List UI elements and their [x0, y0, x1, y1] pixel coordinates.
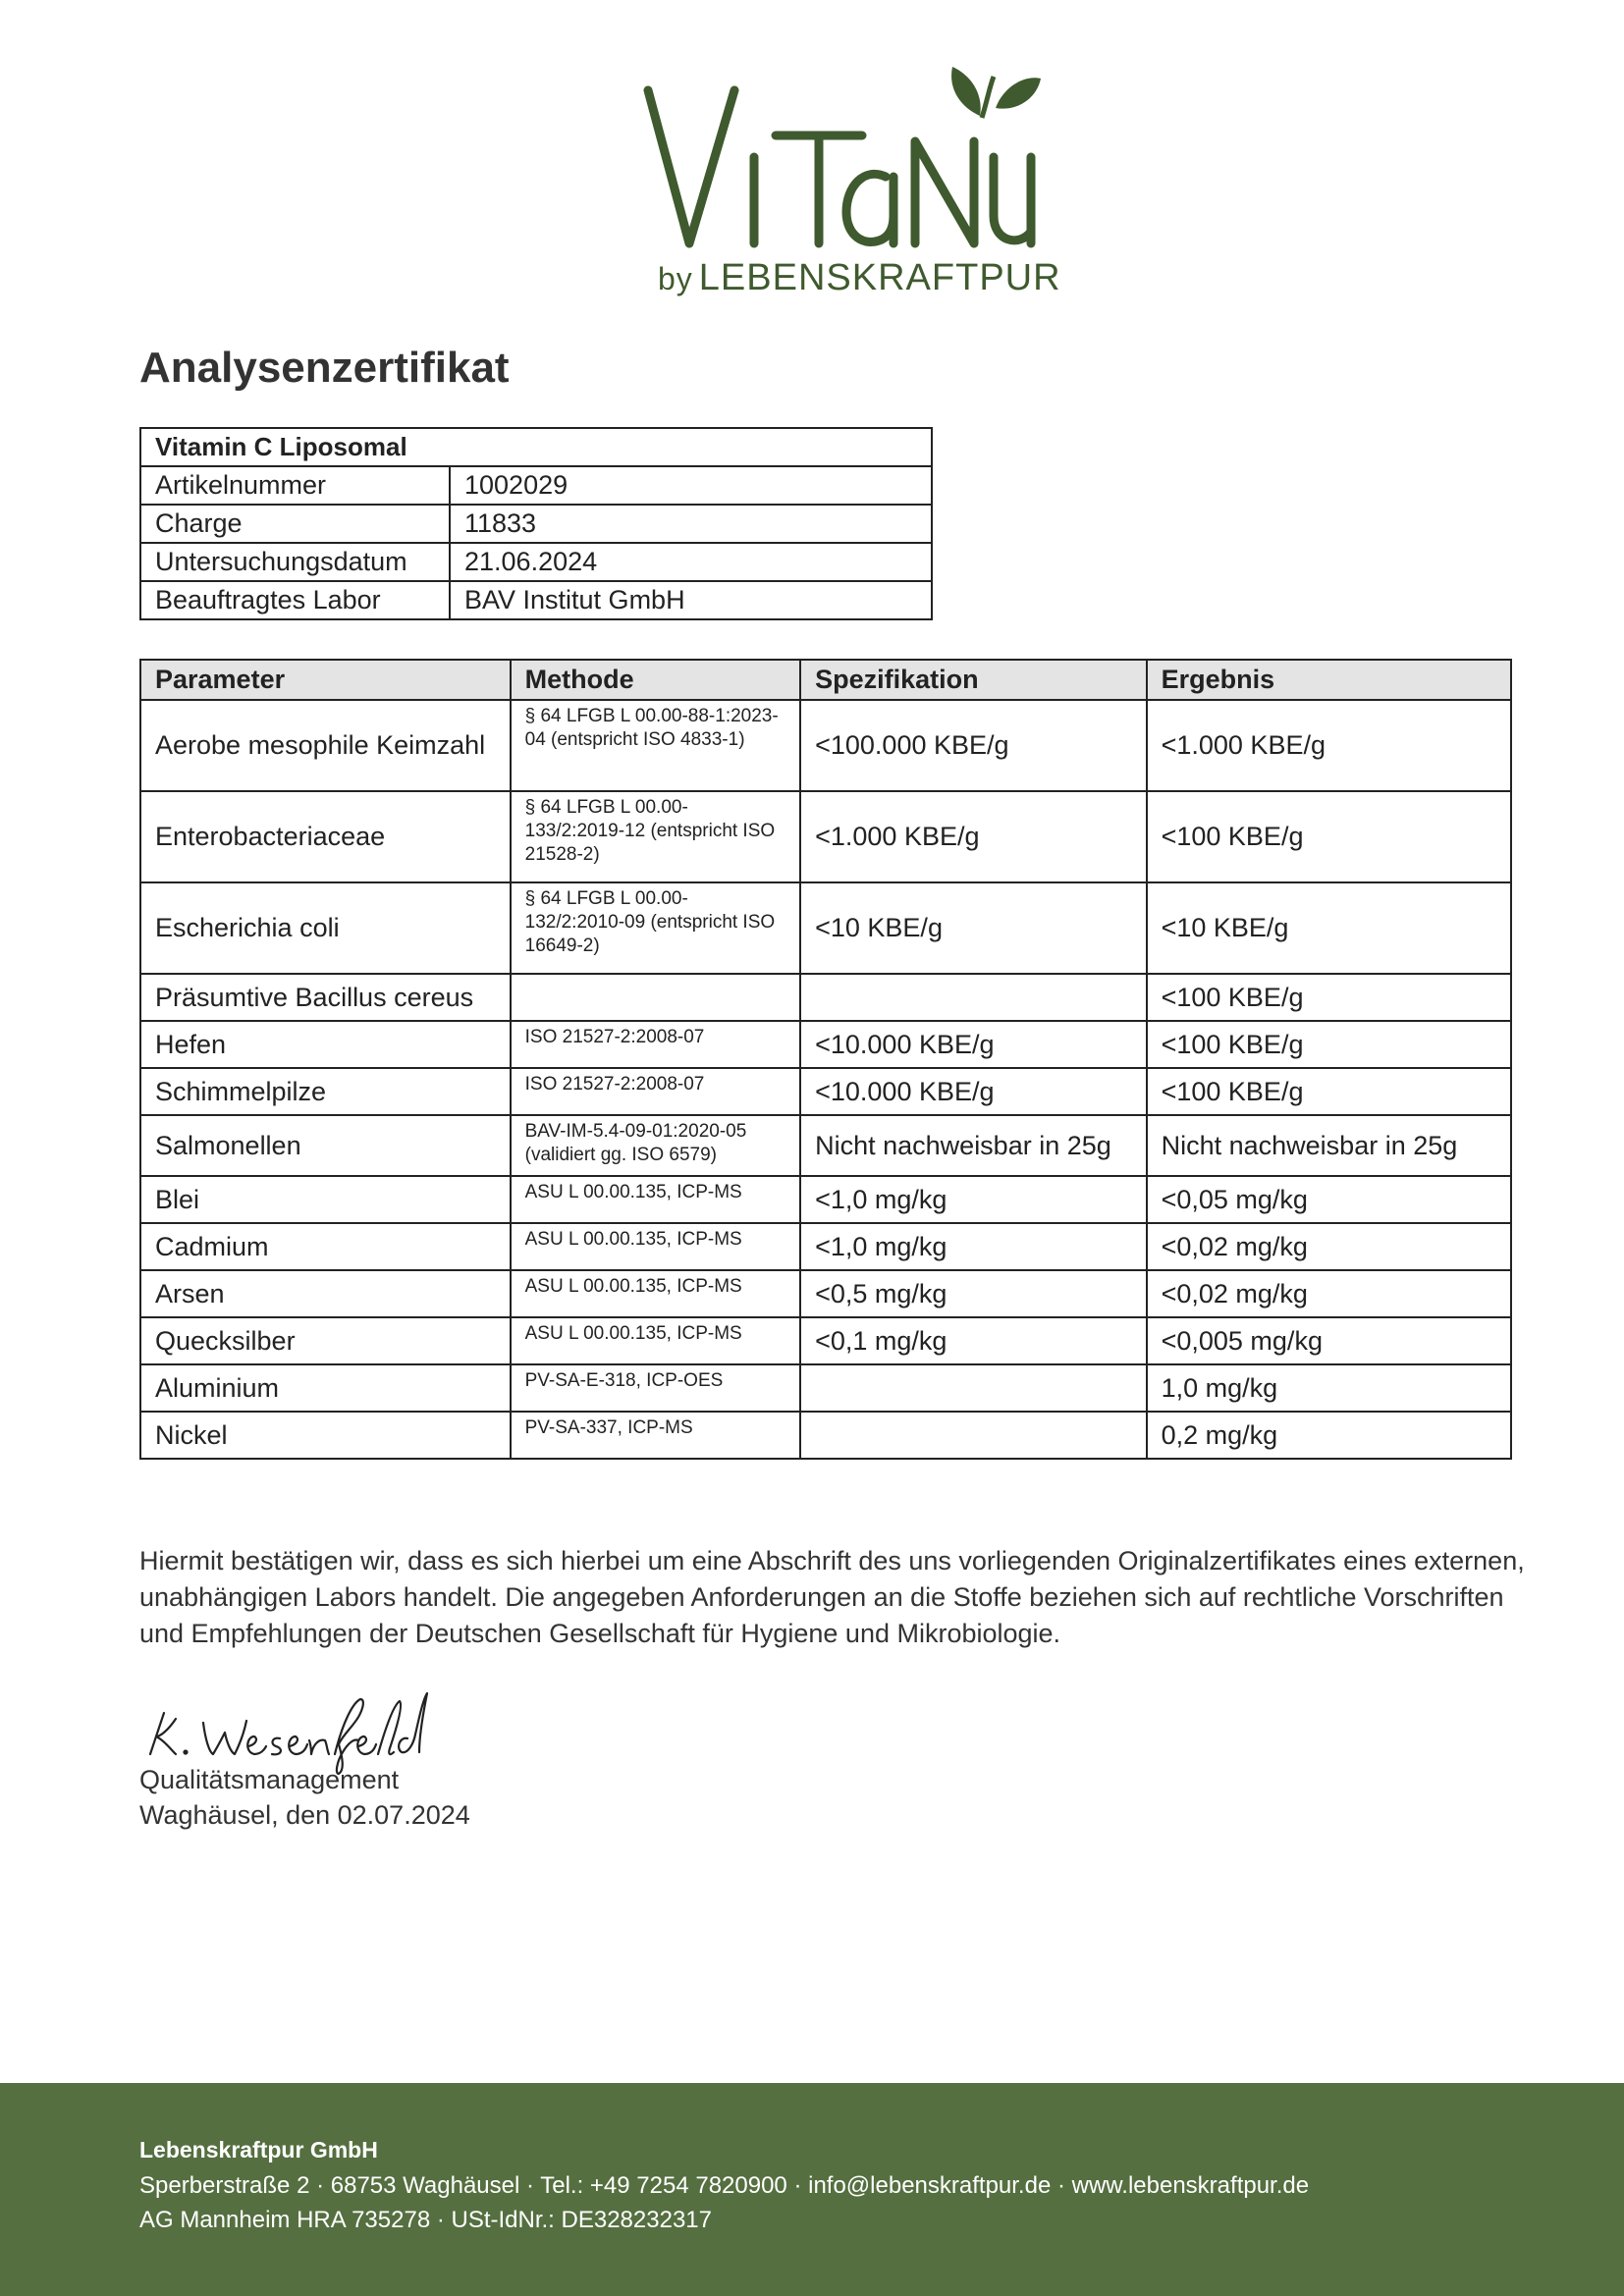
table-row: [140, 1412, 1511, 1459]
cell-result: <0,05 mg/kg: [1147, 1176, 1511, 1223]
cell-parameter: Blei: [140, 1176, 511, 1223]
info-key: Artikelnummer: [140, 466, 450, 505]
info-row: [140, 543, 932, 581]
cell-result: <1.000 KBE/g: [1147, 700, 1511, 791]
cell-spec: <10.000 KBE/g: [800, 1068, 1146, 1115]
product-info-table: [139, 427, 933, 620]
cell-method: ASU L 00.00.135, ICP-MS: [511, 1223, 800, 1270]
cell-spec: <10.000 KBE/g: [800, 1021, 1146, 1068]
table-row: [140, 1176, 1511, 1223]
table-row: [140, 974, 1511, 1021]
page-title: Analysenzertifikat: [139, 344, 510, 392]
cell-result: <10 KBE/g: [1147, 882, 1511, 974]
cell-parameter: Arsen: [140, 1270, 511, 1317]
cell-method: PV-SA-E-318, ICP-OES: [511, 1364, 800, 1412]
cell-parameter: Salmonellen: [140, 1115, 511, 1176]
cell-method: § 64 LFGB L 00.00-133/2:2019-12 (entspricht ISO 21528-2): [511, 791, 800, 882]
place-date: Waghäusel, den 02.07.2024: [139, 1800, 470, 1830]
page-footer: [0, 2083, 1624, 2296]
signature-block: [139, 1762, 470, 1833]
info-value: 1002029: [450, 466, 932, 505]
cell-spec: <0,5 mg/kg: [800, 1270, 1146, 1317]
footer-company: Lebenskraftpur GmbH: [139, 2137, 378, 2163]
cell-spec: <1,0 mg/kg: [800, 1223, 1146, 1270]
certificate-notice: Hiermit bestätigen wir, dass es sich hierbei um eine Abschrift des uns vorliegenden Originalzertifikates eines externen, unabhängigen Labors handelt. Die angegeben Anforderungen an die Stoffe beziehen sich auf rechtliche Vorschriften und Empfehlungen der Deutschen Gesellschaft für Hygiene und Mikrobiologie.: [139, 1546, 1525, 1648]
table-row: [140, 1068, 1511, 1115]
cell-parameter: Nickel: [140, 1412, 511, 1459]
cell-method: PV-SA-337, ICP-MS: [511, 1412, 800, 1459]
info-key: Untersuchungsdatum: [140, 543, 450, 581]
results-table: [139, 659, 1512, 1460]
footer-register: AG Mannheim HRA 735278 · USt-IdNr.: DE328232317: [139, 2207, 712, 2233]
table-row: [140, 1021, 1511, 1068]
cell-method: ASU L 00.00.135, ICP-MS: [511, 1317, 800, 1364]
table-row: [140, 700, 1511, 791]
cell-spec: [800, 1412, 1146, 1459]
cell-result: <100 KBE/g: [1147, 1068, 1511, 1115]
cell-spec: <1,0 mg/kg: [800, 1176, 1146, 1223]
product-name-row: [140, 428, 932, 466]
table-row: [140, 1223, 1511, 1270]
cell-result: <100 KBE/g: [1147, 1021, 1511, 1068]
cell-spec: [800, 974, 1146, 1021]
cell-parameter: Escherichia coli: [140, 882, 511, 974]
brand-name: LEBENSKRAFTPUR: [698, 257, 1061, 298]
cell-method: ISO 21527-2:2008-07: [511, 1021, 800, 1068]
cell-method: BAV-IM-5.4-09-01:2020-05 (validiert gg. ISO 6579): [511, 1115, 800, 1176]
footer-address: Sperberstraße 2 · 68753 Waghäusel · Tel.: +49 7254 7820900 · info@lebenskraftpur.de · www.lebenskraftpur.de: [139, 2172, 1310, 2199]
table-row: [140, 1364, 1511, 1412]
header-method: Methode: [511, 660, 800, 700]
info-value: 21.06.2024: [450, 543, 932, 581]
cell-result: Nicht nachweisbar in 25g: [1147, 1115, 1511, 1176]
cell-parameter: Cadmium: [140, 1223, 511, 1270]
cell-result: <0,02 mg/kg: [1147, 1270, 1511, 1317]
department: Qualitätsmanagement: [139, 1765, 400, 1794]
cell-method: § 64 LFGB L 00.00-88-1:2023-04 (entspricht ISO 4833-1): [511, 700, 800, 791]
cell-parameter: Enterobacteriaceae: [140, 791, 511, 882]
info-value: BAV Institut GmbH: [450, 581, 932, 619]
product-name: Vitamin C Liposomal: [140, 428, 932, 466]
cell-spec: <100.000 KBE/g: [800, 700, 1146, 791]
cell-spec: Nicht nachweisbar in 25g: [800, 1115, 1146, 1176]
cell-result: <0,02 mg/kg: [1147, 1223, 1511, 1270]
info-key: Beauftragtes Labor: [140, 581, 450, 619]
cell-result: 1,0 mg/kg: [1147, 1364, 1511, 1412]
cell-parameter: Schimmelpilze: [140, 1068, 511, 1115]
info-key: Charge: [140, 505, 450, 543]
cell-parameter: Quecksilber: [140, 1317, 511, 1364]
table-row: [140, 1317, 1511, 1364]
info-value: 11833: [450, 505, 932, 543]
cell-parameter: Präsumtive Bacillus cereus: [140, 974, 511, 1021]
cell-spec: <0,1 mg/kg: [800, 1317, 1146, 1364]
table-row: [140, 1270, 1511, 1317]
cell-method: [511, 974, 800, 1021]
info-row: [140, 581, 932, 619]
cell-parameter: Aerobe mesophile Keimzahl: [140, 700, 511, 791]
table-row: [140, 882, 1511, 974]
results-header-row: [140, 660, 1511, 700]
cell-method: ISO 21527-2:2008-07: [511, 1068, 800, 1115]
header-specification: Spezifikation: [800, 660, 1146, 700]
cell-result: <0,005 mg/kg: [1147, 1317, 1511, 1364]
cell-result: 0,2 mg/kg: [1147, 1412, 1511, 1459]
info-row: [140, 466, 932, 505]
cell-method: ASU L 00.00.135, ICP-MS: [511, 1270, 800, 1317]
table-row: [140, 1115, 1511, 1176]
table-row: [140, 791, 1511, 882]
header-parameter: Parameter: [140, 660, 511, 700]
brand-subline: [658, 257, 1061, 299]
cell-spec: <1.000 KBE/g: [800, 791, 1146, 882]
cell-spec: <10 KBE/g: [800, 882, 1146, 974]
cell-method: § 64 LFGB L 00.00-132/2:2010-09 (entspricht ISO 16649-2): [511, 882, 800, 974]
header-result: Ergebnis: [1147, 660, 1511, 700]
cell-parameter: Aluminium: [140, 1364, 511, 1412]
cell-method: ASU L 00.00.135, ICP-MS: [511, 1176, 800, 1223]
cell-result: <100 KBE/g: [1147, 791, 1511, 882]
brand-by: by: [658, 261, 693, 296]
cell-parameter: Hefen: [140, 1021, 511, 1068]
info-row: [140, 505, 932, 543]
cell-spec: [800, 1364, 1146, 1412]
cell-result: <100 KBE/g: [1147, 974, 1511, 1021]
